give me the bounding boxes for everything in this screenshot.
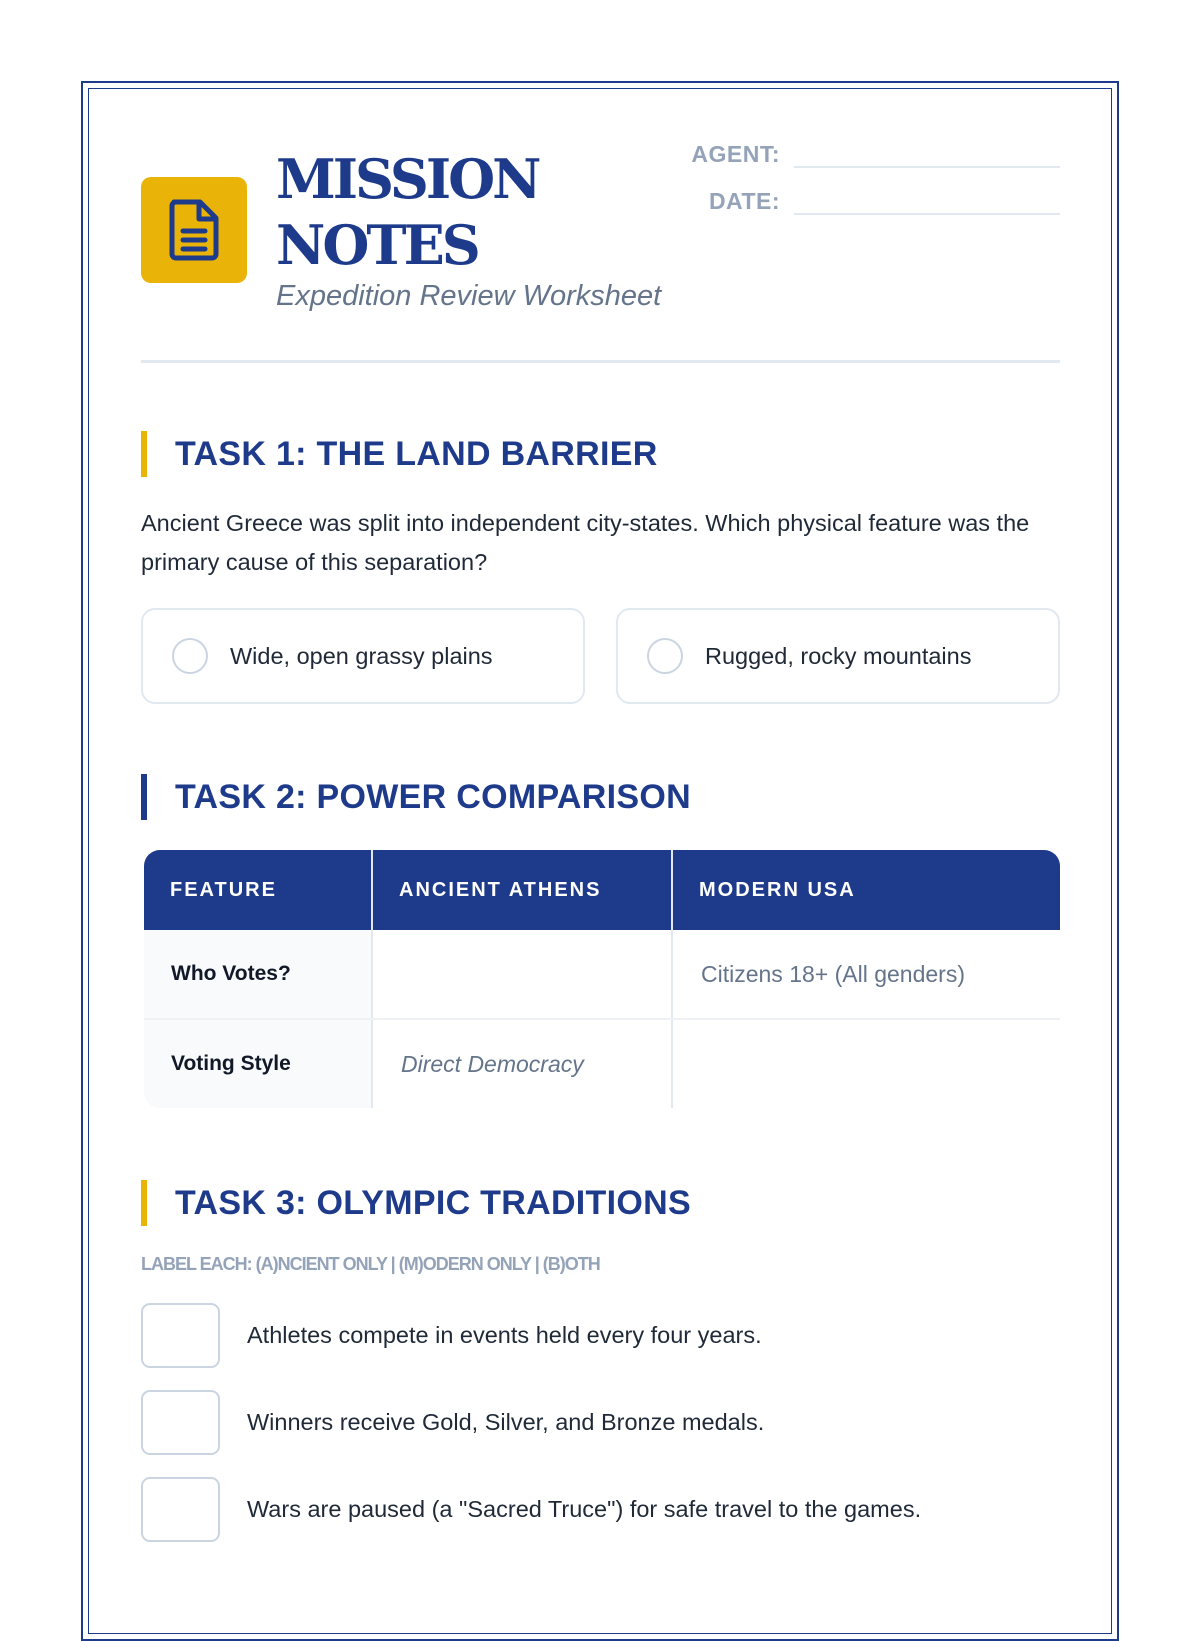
table-row <box>144 1019 1060 1108</box>
task2-heading <box>141 774 691 820</box>
task3-title: TASK 3: OLYMPIC TRADITIONS <box>175 1183 691 1222</box>
title-line-1: MISSION <box>276 147 539 211</box>
document-icon <box>168 199 220 261</box>
answer-box[interactable] <box>141 1477 220 1542</box>
comparison-table <box>144 850 1060 1108</box>
athens-value-cell: Direct Democracy <box>372 1019 672 1108</box>
task2-title: TASK 2: POWER COMPARISON <box>175 777 691 816</box>
column-header-usa: MODERN USA <box>672 850 1060 930</box>
title-line-2: NOTES <box>276 213 478 277</box>
header-divider <box>141 360 1060 363</box>
row-feature-cell: Voting Style <box>144 1019 372 1108</box>
section-accent-bar <box>141 1180 147 1226</box>
task1-option-1[interactable] <box>141 608 585 704</box>
logo-badge <box>141 177 247 283</box>
list-item <box>141 1303 762 1368</box>
agent-label: AGENT: <box>691 141 780 167</box>
item-text: Winners receive Gold, Silver, and Bronze medals. <box>247 1409 765 1435</box>
task1-option-2[interactable] <box>616 608 1060 704</box>
task3-heading <box>141 1180 691 1226</box>
list-item <box>141 1477 921 1542</box>
date-field <box>680 188 1060 215</box>
usa-value-cell: Citizens 18+ (All genders) <box>672 930 1060 1019</box>
athens-answer-cell[interactable] <box>372 930 672 1019</box>
agent-input-line[interactable] <box>794 166 1060 168</box>
task1-question: Ancient Greece was split into independent city-states. Which physical feature was the primary cause of this separation? <box>141 510 1030 575</box>
table-header-row <box>144 850 1060 930</box>
section-accent-bar <box>141 431 147 477</box>
option-label: Wide, open grassy plains <box>230 642 493 669</box>
page-title <box>276 146 539 278</box>
column-header-feature: FEATURE <box>144 850 372 930</box>
option-label: Rugged, rocky mountains <box>705 642 972 669</box>
answer-box[interactable] <box>141 1303 220 1368</box>
column-header-athens: ANCIENT ATHENS <box>372 850 672 930</box>
radio-button[interactable] <box>172 638 208 674</box>
item-text: Athletes compete in events held every four years. <box>247 1322 762 1348</box>
task1-title: TASK 1: THE LAND BARRIER <box>175 434 658 473</box>
item-text: Wars are paused (a "Sacred Truce") for safe travel to the games. <box>247 1496 922 1522</box>
date-label: DATE: <box>708 188 780 214</box>
radio-button[interactable] <box>647 638 683 674</box>
usa-answer-cell[interactable] <box>672 1019 1060 1108</box>
answer-box[interactable] <box>141 1390 220 1455</box>
list-item <box>141 1390 764 1455</box>
task1-heading <box>141 431 658 477</box>
task3-instruction: LABEL EACH: (A)NCIENT ONLY | (M)ODERN ONLY | (B)OTH <box>141 1254 600 1274</box>
date-input-line[interactable] <box>794 213 1060 215</box>
agent-field <box>680 141 1060 168</box>
row-feature-cell: Who Votes? <box>144 930 372 1019</box>
section-accent-bar <box>141 774 147 820</box>
page-subtitle: Expedition Review Worksheet <box>276 280 662 312</box>
table-row <box>144 930 1060 1019</box>
